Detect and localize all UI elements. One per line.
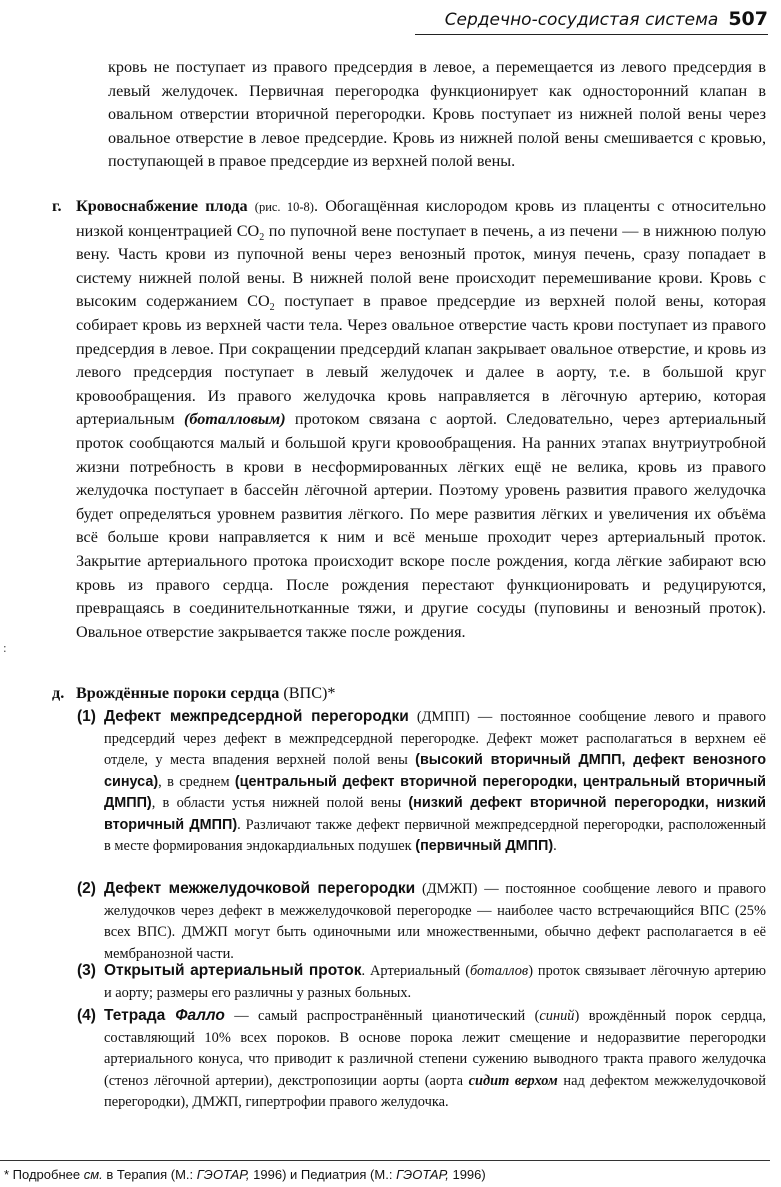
continuation-paragraph (108, 56, 766, 174)
footnote: * Подробнее см. в Терапия (М.: ГЭОТАР, 1996) и Педиатрия (М.: ГЭОТАР, 1996) (4, 1167, 486, 1182)
term-fallot: Фалло (175, 1007, 225, 1024)
margin-mark: : (3, 640, 7, 655)
section-g-title: Кровоснабжение плода (76, 197, 248, 215)
section-d-title: Врождённые пороки сердца (76, 684, 280, 702)
running-header (0, 8, 768, 34)
list-item-title: Дефект межпредсердной перегородки (104, 708, 409, 725)
section-g (48, 195, 766, 644)
header-rule (415, 34, 768, 35)
list-item: (1) Дефект межпредсердной перегородки (ДМПП) — постоянное сообщение левого и правого предсердий через дефект в межпредсердной перегородке. Дефект может располагаться в верхнем её отделе, у места впадения верхней полой вены (высокий вторичный ДМПП, дефект венозного синуса), в среднем (центральный дефект вторичной перегородки, центральный вторичный ДМПП), в области устья нижней полой вены (низкий дефект вторичной перегородки, низкий вторичный ДМПП). Различают также дефект первичной межпредсердной перегородки, расположенный в месте формирования эндокардиальных подушек (первичный ДМПП). (77, 708, 767, 854)
list-item-title: Тетрада (104, 1007, 176, 1024)
list-item: (4) Тетрада Фалло — самый распространённый цианотический (синий) врождённый порок сердца, составляющий 10% всех пороков. В основе порока лежит смещение и недоразвитие перегородки артериального конуса, что приводит к различной степени сужению выводного тракта правого желудочка (стеноз лёгочной артерии), декстропозиции аорты (аорта сидит верхом над дефектом межжелудочковой перегородки), ДМЖП, гипертрофии правого желудочка. (77, 1007, 766, 1110)
section-d-heading (76, 682, 766, 706)
list-item-number: (4) (77, 1007, 96, 1024)
list-item-title: Открытый артериальный проток (104, 962, 362, 979)
section-title: Сердечно-сосудистая система (444, 10, 719, 30)
list-item: (3) Открытый артериальный проток. Артериальный (боталлов) проток связывает лёгочную артерию и аорту; размеры его различны у разных больных. (77, 962, 767, 1001)
list-item: (2) Дефект межжелудочковой перегородки (ДМЖП) — постоянное сообщение левого и правого желудочков через дефект в межжелудочковой перегородке — наиболее часто встречающийся ВПС (25% всех ВПС). ДМЖП могут быть одиночными или множественными, обычно дефект располагается в её мембранозной части. (77, 880, 766, 962)
list-item-number: (2) (77, 880, 96, 897)
section-g-label: г. (52, 197, 62, 215)
section-d-label: д. (52, 684, 65, 702)
footnote-rule (0, 1160, 770, 1161)
section-g-text: Кровоснабжение плода (рис. 10-8). Обогащённая кислородом кровь из плаценты с относительно низкой концентрацией $СО_2$ по пупочной вене поступает в печень, а из печени — в нижнюю полую вену. Часть крови из пупочной вены через венозный проток, минуя печень, сразу попадает в систему нижней полой вены. В нижней полой вене происходит перемешивание крови. Кровь с высоким содержанием $СО_2$ поступает в правое предсердие из верхней полой вены, которая собирает кровь из верхней части тела. Через овальное отверстие часть крови поступает из правого предсердия в левое. При сокращении предсердий клапан закрывает овальное отверстие, и кровь из левого предсердия поступает в левый желудочек и далее в аорту, т.е. в большой круг кровообращения. Из правого желудочка кровь направляется в лёгочную артерию, которая артериальным (боталловым) протоком связана с аортой. Следовательно, через артериальный проток сообщаются малый и большой круги кровообращения. На ранних этапах внутриутробной жизни потребность в крови в несформированных лёгких ещё не велика, кровь из правого желудочка поступает в бассейн лёгочной артерии. Поэтому уровень развития правого желудочка будет определяться уровнем развития лёгкого. По мере развития лёгких и увеличения их объёма всё больше крови направляется к ним и всё меньше проходит через артериальный проток. Закрытие артериального протока происходит вскоре после рождения, когда лёгкие забирают всю кровь из правого сердца. После рождения перестают функционировать и редуцируются, превращаясь в соединительнотканные тяжи, и другие сосуды (пуповины и венозный проток). Овальное отверстие закрывается также после рождения. (76, 197, 767, 641)
page-number: 507 (728, 8, 768, 30)
section-d-abbr: (ВПС)* (283, 684, 336, 702)
continuation-text: кровь не поступает из правого предсердия в левое, а перемещается из левого предсердия в левый желудочек. Первичная перегородка функционирует как односторонний клапан в овальном отверстии вторичной перегородки. Кровь поступает из нижней полой вены через овальное отверстие в левое предсердие. Кровь из нижней полой вены смешивается с кровью, поступающей в правое предсердие из верхней полой вены. (108, 58, 766, 171)
term-botallov: (боталловым) (183, 410, 286, 429)
figure-reference: (рис. 10-8) (254, 200, 314, 214)
list-item-title: Дефект межжелудочковой перегородки (104, 880, 416, 897)
section-d (48, 682, 766, 706)
list-item-number: (1) (77, 708, 96, 725)
list-item-number: (3) (77, 962, 96, 979)
